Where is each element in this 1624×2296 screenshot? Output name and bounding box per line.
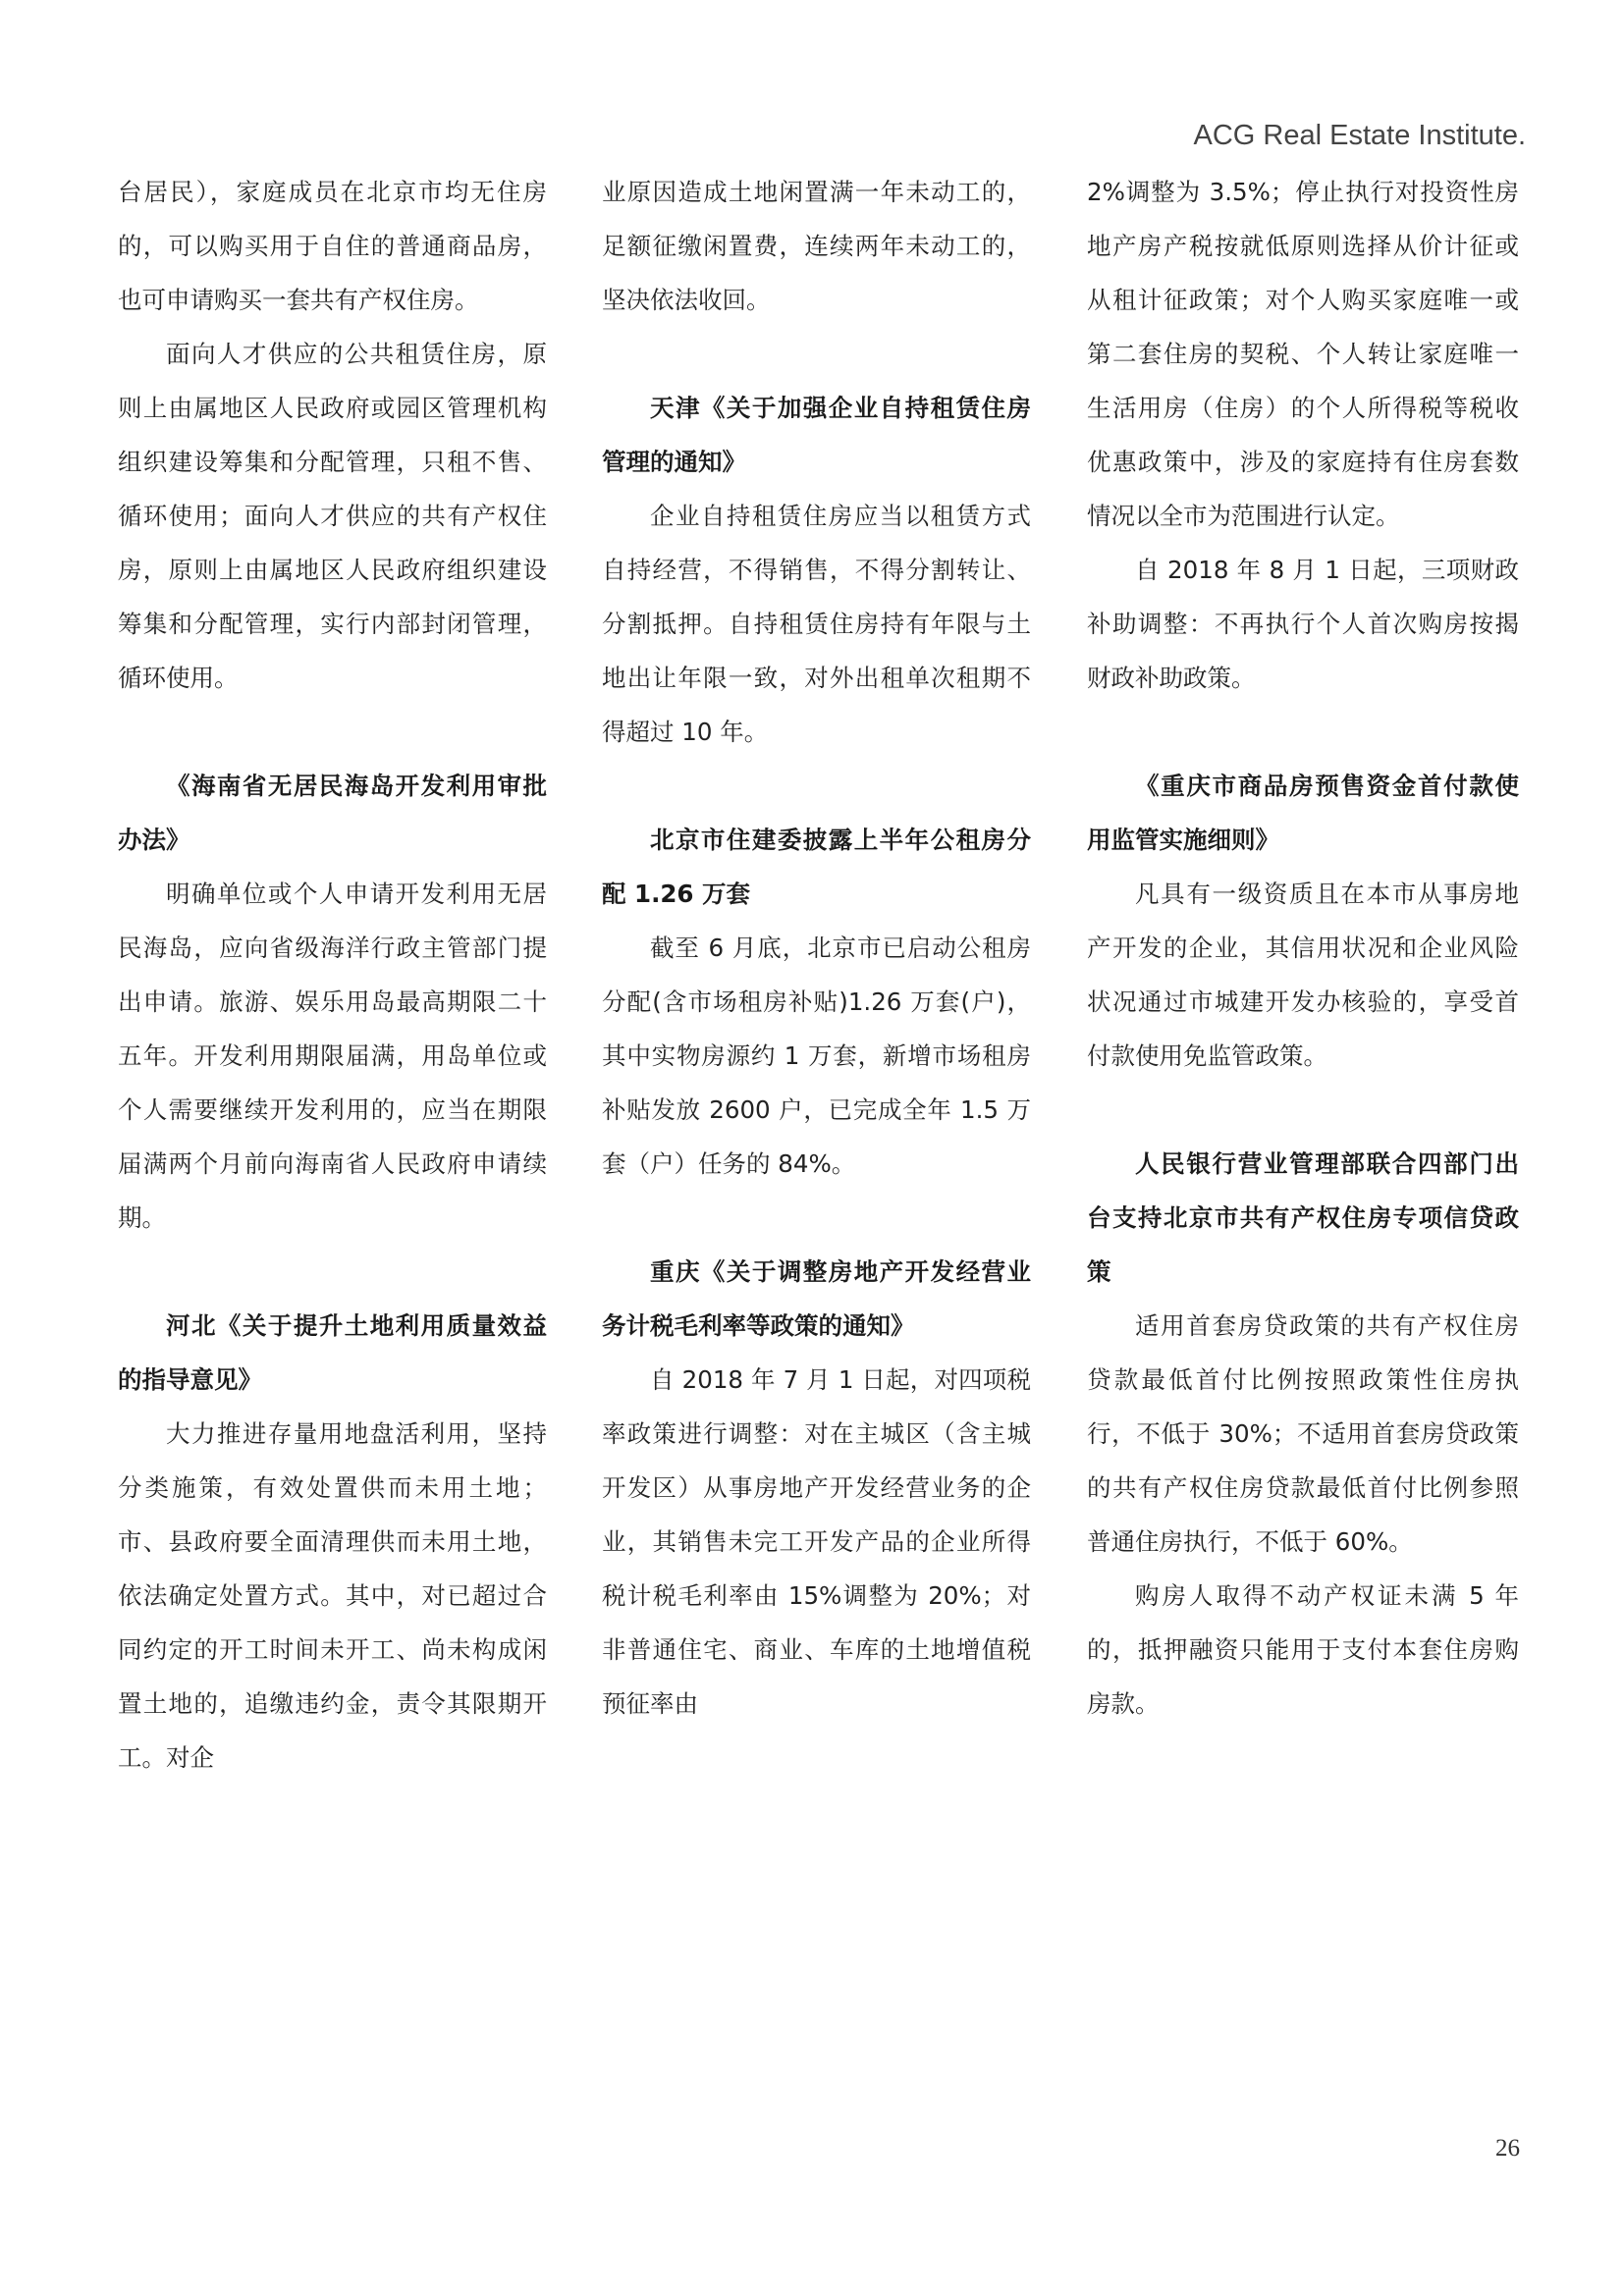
paragraph: 凡具有一级资质且在本市从事房地产开发的企业，其信用状况和企业风险状况通过市城建开发办核验的，享受首付款使用免监管政策。	[1087, 880, 1519, 1070]
section-heading: 北京市住建委披露上半年公租房分配 1.26 万套	[602, 826, 1031, 908]
column-2	[602, 165, 1031, 1731]
section-heading: 重庆《关于调整房地产开发经营业务计税毛利率等政策的通知》	[602, 1257, 1031, 1340]
section-heading: 河北《关于提升土地利用质量效益的指导意见》	[118, 1311, 547, 1394]
paragraph: 面向人才供应的公共租赁住房，原则上由属地区人民政府或园区管理机构组织建设筹集和分配管理，只租不售、循环使用；面向人才供应的共有产权住房，原则上由属地区人民政府组织建设筹集和分配管理，实行内部封闭管理，循环使用。	[118, 340, 547, 692]
paragraph: 购房人取得不动产权证未满 5 年的，抵押融资只能用于支付本套住房购房款。	[1087, 1581, 1519, 1718]
section-heading: 天津《关于加强企业自持租赁住房管理的通知》	[602, 394, 1031, 476]
paragraph: 截至 6 月底，北京市已启动公租房分配(含市场租房补贴)1.26 万套(户)，其中实物房源约 1 万套，新增市场租房补贴发放 2600 户，已完成全年 1.5 万套（户）任务的 84%。	[602, 934, 1031, 1178]
paragraph: 2%调整为 3.5%；停止执行对投资性房地产房产税按就低原则选择从价计征或从租计征政策；对个人购买家庭唯一或第二套住房的契税、个人转让家庭唯一生活用房（住房）的个人所得税等税收优惠政策中，涉及的家庭持有住房套数情况以全市为范围进行认定。	[1087, 178, 1519, 530]
paragraph: 业原因造成土地闲置满一年未动工的，足额征缴闲置费，连续两年未动工的，坚决依法收回。	[602, 178, 1031, 314]
paragraph: 企业自持租赁住房应当以租赁方式自持经营，不得销售，不得分割转让、分割抵押。自持租赁住房持有年限与土地出让年限一致，对外出租单次租期不得超过 10 年。	[602, 502, 1031, 746]
header-brand: ACG Real Estate Institute.	[1193, 120, 1526, 151]
paragraph: 自 2018 年 8 月 1 日起，三项财政补助调整：不再执行个人首次购房按揭财政补助政策。	[1087, 556, 1519, 692]
paragraph: 适用首套房贷政策的共有产权住房贷款最低首付比例按照政策性住房执行，不低于 30%；不适用首套房贷政策的共有产权住房贷款最低首付比例参照普通住房执行，不低于 60%。	[1087, 1311, 1519, 1556]
paragraph: 自 2018 年 7 月 1 日起，对四项税率政策进行调整：对在主城区（含主城开发区）从事房地产开发经营业务的企业，其销售未完工开发产品的企业所得税计税毛利率由 15%调整为 20%；对非普通住宅、商业、车库的土地增值税预征率由	[602, 1365, 1031, 1718]
column-3	[1087, 165, 1519, 1731]
section-heading: 《海南省无居民海岛开发利用审批办法》	[118, 772, 547, 854]
column-1	[118, 165, 547, 1785]
paragraph: 大力推进存量用地盘活利用，坚持分类施策，有效处置供而未用土地；市、县政府要全面清理供而未用土地，依法确定处置方式。其中，对已超过合同约定的开工时间未开工、尚未构成闲置土地的，追缴违约金，责令其限期开工。对企	[118, 1419, 547, 1772]
page-number: 26	[1495, 2135, 1520, 2162]
section-heading: 人民银行营业管理部联合四部门出台支持北京市共有产权住房专项信贷政策	[1087, 1149, 1519, 1286]
section-heading: 《重庆市商品房预售资金首付款使用监管实施细则》	[1087, 772, 1519, 854]
paragraph: 台居民），家庭成员在北京市均无住房的，可以购买用于自住的普通商品房，也可申请购买一套共有产权住房。	[118, 178, 547, 314]
paragraph: 明确单位或个人申请开发利用无居民海岛，应向省级海洋行政主管部门提出申请。旅游、娱乐用岛最高期限二十五年。开发利用期限届满，用岛单位或个人需要继续开发利用的，应当在期限届满两个月前向海南省人民政府申请续期。	[118, 880, 547, 1232]
